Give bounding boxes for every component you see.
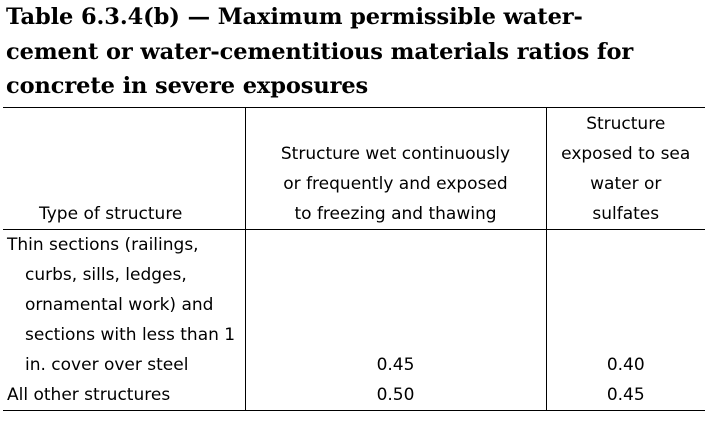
row-type-text: Thin sections (railings, curbs, sills, ledges, ornamental work) and sections with less than 1 in. cover over steel — [7, 235, 236, 375]
header-type-of-structure-text: Type of structure — [39, 204, 183, 224]
row-sea-water-value: 0.40 — [606, 355, 645, 375]
row-freeze-thaw-cell — [245, 230, 546, 381]
header-row — [3, 108, 705, 230]
row-sea-water-cell — [546, 230, 705, 381]
header-freeze-thaw-text: Structure wet continuously or frequently and exposed to freezing and thawing — [280, 144, 511, 224]
row-type-cell — [3, 380, 245, 411]
row-type-text: All other structures — [7, 385, 171, 405]
row-sea-water-value: 0.45 — [606, 385, 645, 405]
table-row — [3, 380, 705, 411]
table-row — [3, 230, 705, 381]
row-freeze-thaw-value: 0.45 — [376, 355, 415, 375]
row-sea-water-cell — [546, 380, 705, 411]
row-freeze-thaw-value: 0.50 — [376, 385, 415, 405]
table-title: Table 6.3.4(b) — Maximum permissible water- cement or water-cementitious materials ratios for concrete in severe exposures — [6, 4, 634, 99]
header-freeze-thaw — [245, 108, 546, 230]
header-sea-water-text: Structure exposed to sea water or sulfates — [561, 114, 691, 224]
header-sea-water — [546, 108, 705, 230]
row-type-cell — [3, 230, 245, 381]
ratio-table — [3, 107, 705, 411]
row-freeze-thaw-cell — [245, 380, 546, 411]
header-type-of-structure — [3, 108, 245, 230]
